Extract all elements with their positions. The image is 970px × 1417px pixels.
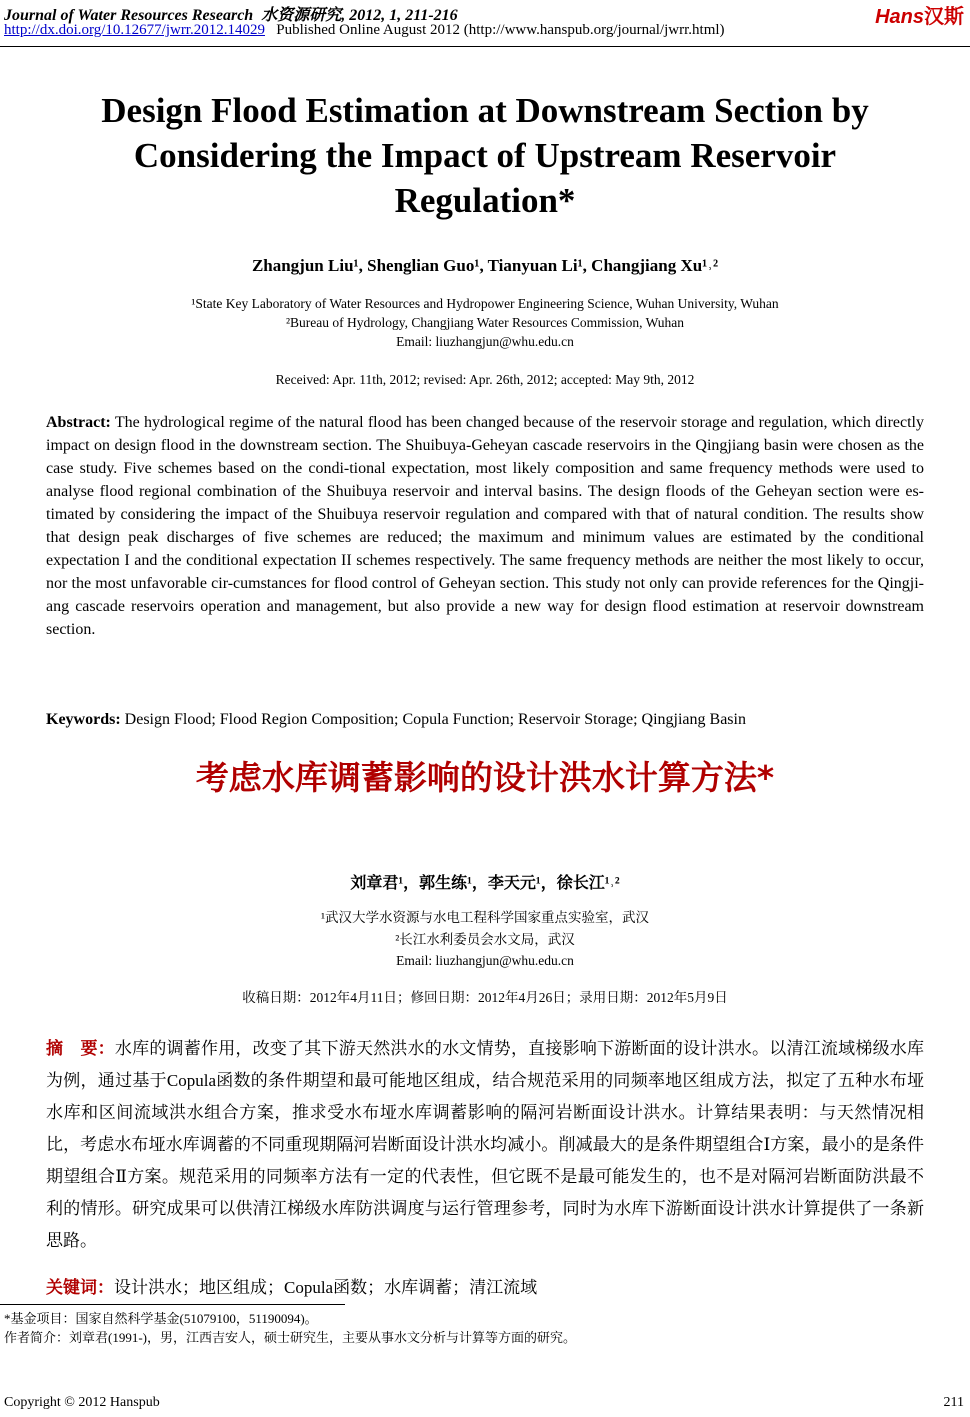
cn-keywords-text: 设计洪水；地区组成；Copula函数；水库调蓄；清江流域 (114, 1278, 538, 1297)
publisher-logo: Hans汉斯 (875, 6, 964, 28)
keywords-label: Keywords: (46, 711, 121, 728)
doi-link[interactable]: http://dx.doi.org/10.12677/jwrr.2012.14029 (4, 22, 265, 38)
email: Email: liuzhangjun@whu.edu.cn (396, 334, 574, 349)
authors: Zhangjun Liu¹, Shenglian Guo¹, Tianyuan Li¹, Changjiang Xu¹˒² (251, 256, 719, 275)
journal-issue: 水资源研究, 2012, 1, 211-216 (261, 7, 458, 24)
cn-affiliation-1: ¹武汉大学水资源与水电工程科学国家重点实验室，武汉 (320, 910, 650, 925)
cn-title: 考虑水库调蓄影响的设计洪水计算方法* (195, 758, 775, 797)
page-number: 211 (943, 1395, 964, 1410)
cn-abstract-text: 水库的调蓄作用，改变了其下游天然洪水的水文情势，直接影响下游断面的设计洪水。以清江流域梯级水库为例，通过基于Copula函数的条件期望和最可能地区组成，结合规范采用的同频率地区组成方法，拟定了五种水布垭水库和区间流域洪水组合方案，推求受水布垭水库调蓄影响的隔河岩断面设计洪水。计算结果表明：与天然情况相比，考虑水布垭水库调蓄的不同重现期隔河岩断面设计洪水均减小。削减最大的是条件期望组合Ⅰ方案，最小的是条件期望组合Ⅱ方案。规范采用的同频率方法有一定的代表性，但它既不是最可能发生的，也不是对隔河岩断面防洪最不利的情形。研究成果可以供清江梯级水库防洪调度与运行管理参考，同时为水库下游断面设计洪水计算提供了一条新思路。 (46, 1039, 925, 1250)
footnote-divider (0, 1304, 345, 1305)
abstract-label: Abstract: (46, 414, 111, 431)
keywords (46, 708, 924, 731)
footnote-funding: *基金项目：国家自然科学基金(51079100，51190094)。 (4, 1311, 318, 1326)
published-info: Published Online August 2012 (http://www.hanspub.org/journal/jwrr.html) (276, 22, 725, 38)
journal-name: Journal of Water Resources Research (4, 7, 254, 24)
abstract-text: The hydrological regime of the natural flood has been changed because of the reservoir storage and regulation, which directly impact on design flood in the downstream section. The Shuibuya-Geheyan cascade reservoirs in the Qingjiang basin were chosen as the case study. Five schemes based on the condi-tional expectation, most likely composition and same frequency methods were used to analyse flood regional combination of the Shuibuya reservoir and interval basins. The design floods of the Geheyan section were es-timated by considering the impact of the Shuibuya reservoir regulation and compared with that of natural condition. The results show that design peak discharges of five schemes are reduced; the maximum and minimum values are estimated by the conditional expectation I and the conditional expectation II schemes respectively. The same frequency methods are neither the most likely to occur, nor the most unfavorable cir-cumstances for flood control of Geheyan section. This study not only can provide references for the Qingji-ang cascade reservoirs operation and management, but also provide a new way for design flood estimation at reservoir downstream section. (46, 414, 924, 638)
header-divider (0, 46, 970, 47)
copyright: Copyright © 2012 Hanspub (4, 1395, 160, 1410)
cn-affiliation-2: ²长江水利委员会水文局，武汉 (395, 932, 575, 947)
cn-keywords-label: 关键词： (46, 1278, 114, 1297)
cn-abstract-label: 摘 要： (46, 1039, 115, 1058)
affiliation-1: ¹State Key Laboratory of Water Resources and Hydropower Engineering Science, Wuhan University, Wuhan (191, 296, 779, 311)
abstract (46, 411, 924, 641)
cn-keywords (46, 1272, 924, 1304)
doi-line (4, 22, 725, 39)
cn-email: Email: liuzhangjun@whu.edu.cn (396, 953, 574, 968)
footnote-author: 作者简介：刘章君(1991-)，男，江西吉安人，硕士研究生，主要从事水文分析与计算等方面的研究。 (4, 1330, 576, 1345)
affiliation-2: ²Bureau of Hydrology, Changjiang Water Resources Commission, Wuhan (285, 315, 685, 330)
cn-authors: 刘章君¹，郭生练¹，李天元¹，徐长江¹˒² (350, 875, 620, 892)
cn-abstract (46, 1033, 924, 1257)
cn-received-dates: 收稿日期：2012年4月11日；修回日期：2012年4月26日；录用日期：2012年5月9日 (242, 990, 728, 1005)
keywords-text: Design Flood; Flood Region Composition; Copula Function; Reservoir Storage; Qingjiang Basin (124, 711, 746, 728)
received-dates: Received: Apr. 11th, 2012; revised: Apr. 26th, 2012; accepted: May 9th, 2012 (275, 372, 695, 387)
paper-title: Design Flood Estimation at Downstream Section by Considering the Impact of Upstream Reservoir Regulation* (101, 91, 869, 220)
